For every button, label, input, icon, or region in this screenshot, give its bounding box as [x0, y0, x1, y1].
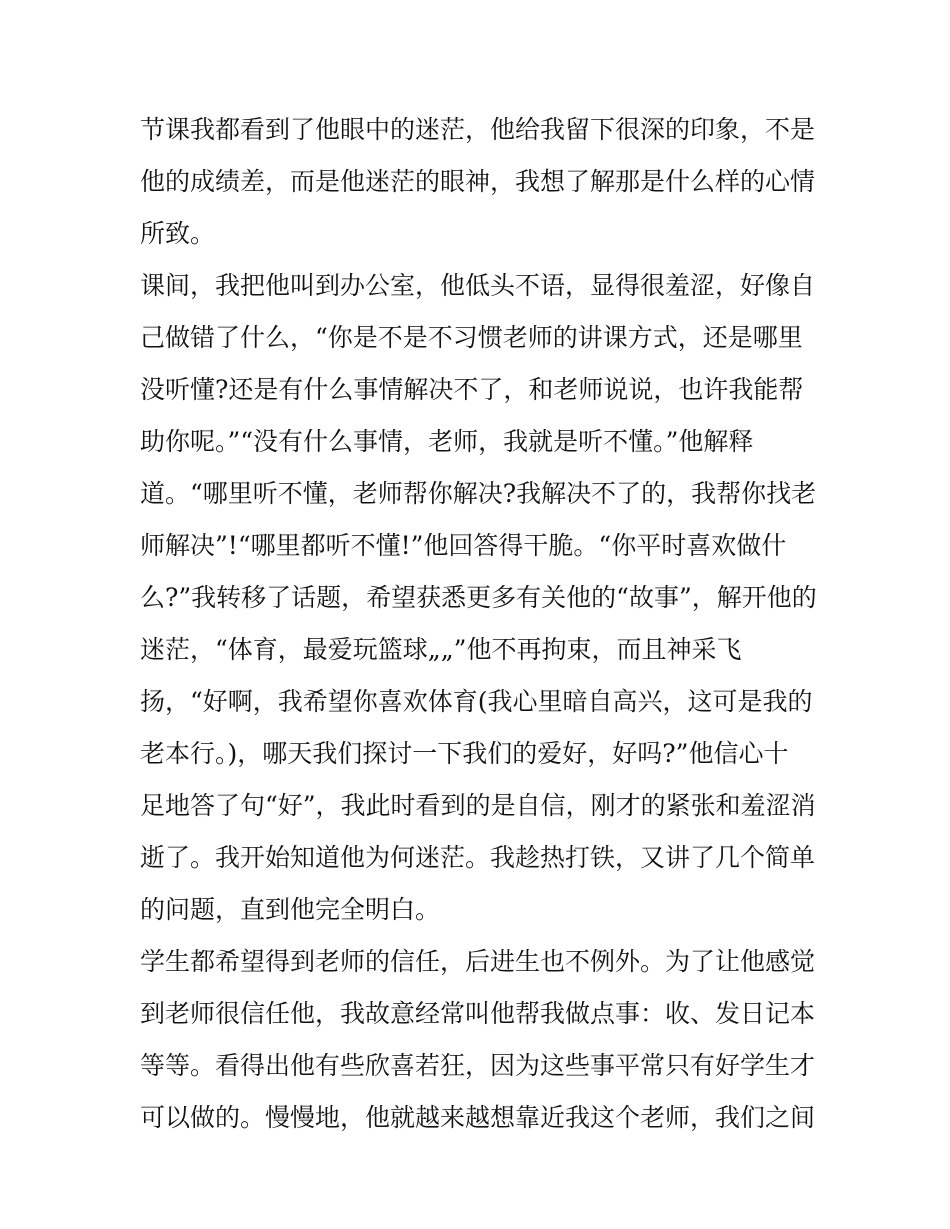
text-line: 可以做的。慢慢地，他就越来越想靠近我这个老师，我们之间 — [140, 1103, 816, 1132]
text-line: 己做错了什么，“你是不是不习惯老师的讲课方式，还是哪里 — [140, 323, 803, 352]
text-line: 师解决”!“哪里都听不懂!”他回答得干脆。“你平时喜欢做什 — [140, 531, 787, 560]
text-line: 他的成绩差，而是他迷茫的眼神，我想了解那是什么样的心情 — [140, 167, 816, 196]
text-line: 的问题，直到他完全明白。 — [140, 895, 441, 924]
text-line: 课间，我把他叫到办公室，他低头不语，显得很羞涩，好像自 — [140, 271, 816, 300]
document-body — [140, 104, 820, 1144]
text-line: 所致。 — [140, 219, 216, 248]
text-line: 到老师很信任他，我故意经常叫他帮我做点事：收、发日记本 — [140, 999, 816, 1028]
text-line: 学生都希望得到老师的信任，后进生也不例外。为了让他感觉 — [140, 947, 816, 976]
text-line: 逝了。我开始知道他为何迷茫。我趁热打铁，又讲了几个简单 — [140, 843, 816, 872]
text-line: 老本行。)，哪天我们探讨一下我们的爱好，好吗?”他信心十 — [140, 739, 789, 768]
text-line: 迷茫，“体育，最爱玩篮球„„”他不再拘束，而且神采飞 — [140, 635, 742, 664]
text-line: 节课我都看到了他眼中的迷茫，他给我留下很深的印象，不是 — [140, 115, 816, 144]
text-line: 足地答了句“好”，我此时看到的是自信，刚才的紧张和羞涩消 — [140, 791, 816, 820]
text-line: 么?”我转移了话题，希望获悉更多有关他的“故事”，解开他的 — [140, 583, 817, 612]
text-line: 没听懂?还是有什么事情解决不了，和老师说说，也许我能帮 — [140, 375, 804, 404]
text-line: 扬，“好啊，我希望你喜欢体育(我心里暗自高兴，这可是我的 — [140, 687, 813, 716]
text-line: 助你呢。”“没有什么事情，老师，我就是听不懂。”他解释 — [140, 427, 754, 456]
text-line: 道。“哪里听不懂，老师帮你解决?我解决不了的，我帮你找老 — [140, 479, 817, 508]
text-line: 等等。看得出他有些欣喜若狂，因为这些事平常只有好学生才 — [140, 1051, 816, 1080]
